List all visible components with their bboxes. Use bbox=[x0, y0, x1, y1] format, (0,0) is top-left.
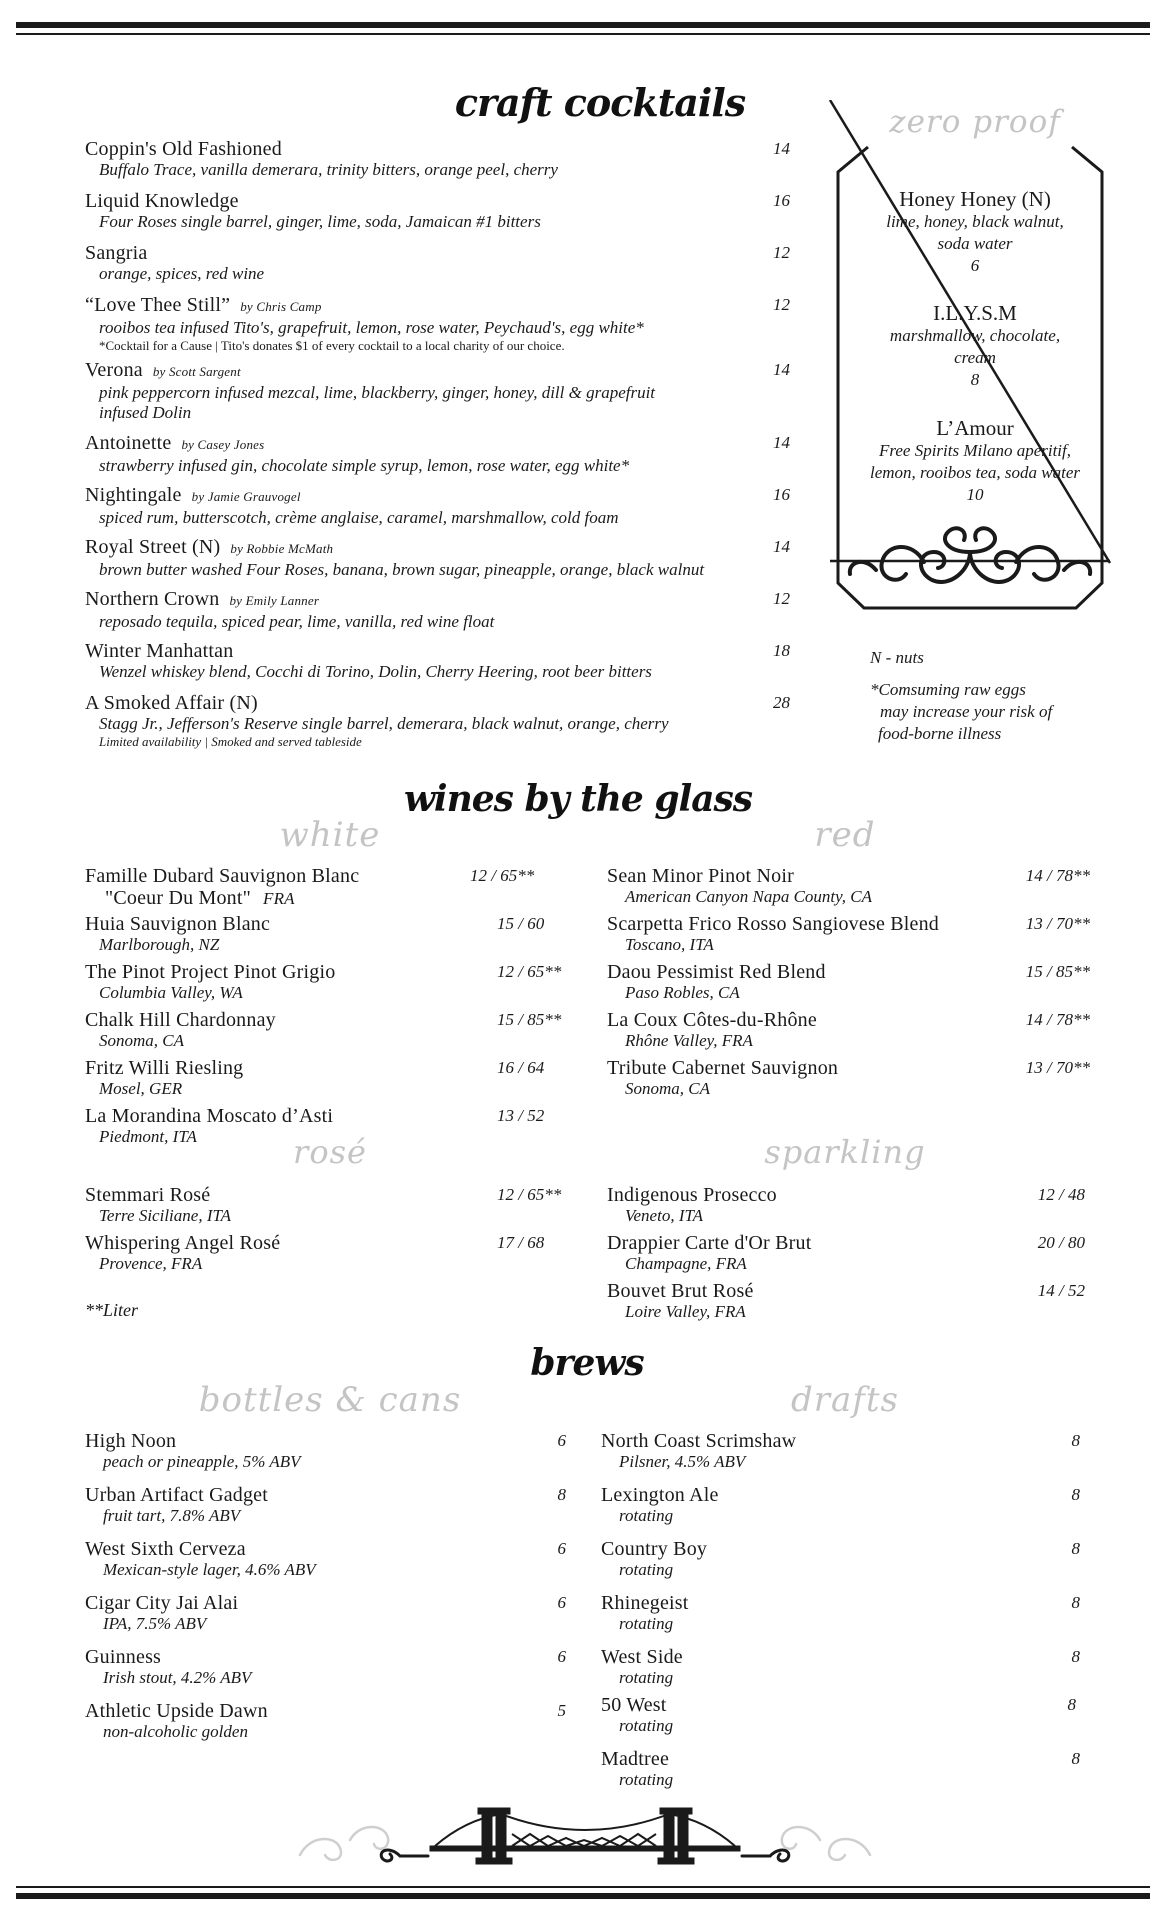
wines-heading: wines by the glass bbox=[403, 778, 753, 820]
cocktail-name: Verona bbox=[85, 359, 143, 381]
cocktail-price: 14 bbox=[773, 139, 790, 158]
wine-item bbox=[85, 1184, 231, 1226]
beer-item bbox=[85, 1484, 268, 1526]
wine-origin: Loire Valley, FRA bbox=[625, 1302, 746, 1321]
wine-item bbox=[85, 1009, 276, 1051]
cocktail-desc: brown butter washed Four Roses, banana, brown sugar, pineapple, orange, black walnut bbox=[99, 560, 705, 579]
cocktail-price: 14 bbox=[773, 360, 790, 379]
cocktail-price: 12 bbox=[773, 589, 790, 608]
cocktail-item bbox=[85, 138, 558, 180]
wine-price: 12 / 65** bbox=[497, 962, 562, 981]
beer-name: North Coast Scrimshaw bbox=[601, 1430, 797, 1452]
wine-origin: Veneto, ITA bbox=[625, 1206, 704, 1225]
wine-item bbox=[607, 961, 826, 1003]
wine-origin: Paso Robles, CA bbox=[625, 983, 740, 1002]
wine-origin: Marlborough, NZ bbox=[99, 935, 220, 954]
cocktail-creator: by Chris Camp bbox=[240, 299, 322, 314]
cocktail-desc: pink peppercorn infused mezcal, lime, blackberry, ginger, honey, dill & grapefruit bbox=[99, 383, 656, 402]
cocktail-name: Coppin's Old Fashioned bbox=[85, 138, 282, 160]
wine-item bbox=[607, 1009, 817, 1051]
wine-item bbox=[85, 1057, 243, 1099]
bottom-rule-thick bbox=[16, 1893, 1150, 1899]
beer-name: Athletic Upside Dawn bbox=[85, 1700, 268, 1722]
beer-price: 6 bbox=[557, 1539, 566, 1558]
wine-name: Scarpetta Frico Rosso Sangiovese Blend bbox=[607, 913, 939, 935]
wine-price: 15 / 60 bbox=[497, 914, 545, 933]
cocktail-desc: spiced rum, butterscotch, crème anglaise, caramel, marshmallow, cold foam bbox=[99, 508, 619, 527]
cocktail-item bbox=[85, 359, 655, 423]
zero-proof-desc: Free Spirits Milano aperitif, bbox=[878, 441, 1072, 460]
beer-desc: rotating bbox=[619, 1614, 674, 1633]
wine-item bbox=[607, 1280, 754, 1322]
zero-proof-price: 10 bbox=[966, 485, 984, 504]
cocktail-price: 16 bbox=[773, 485, 790, 504]
cocktail-desc-cont: infused Dolin bbox=[99, 403, 192, 422]
cocktail-name: Winter Manhattan bbox=[85, 640, 234, 662]
wine-origin: Champagne, FRA bbox=[625, 1254, 747, 1273]
beer-name: West Side bbox=[601, 1646, 683, 1668]
beer-price: 8 bbox=[1071, 1431, 1080, 1450]
cocktail-creator: by Casey Jones bbox=[181, 437, 265, 452]
cocktail-creator: by Robbie McMath bbox=[230, 541, 334, 556]
cocktail-price: 14 bbox=[773, 433, 790, 452]
beer-price: 8 bbox=[557, 1485, 566, 1504]
cocktail-item bbox=[85, 294, 644, 353]
cocktail-name: Royal Street (N) bbox=[85, 536, 221, 558]
cocktail-desc: reposado tequila, spiced pear, lime, vanilla, red wine float bbox=[99, 612, 495, 631]
beer-item bbox=[85, 1430, 301, 1472]
cocktail-item bbox=[85, 432, 629, 476]
wine-origin: Terre Siciliane, ITA bbox=[99, 1206, 232, 1225]
beer-price: 8 bbox=[1071, 1749, 1080, 1768]
beer-desc: rotating bbox=[619, 1560, 674, 1579]
zero-proof-item bbox=[838, 416, 1112, 506]
red-heading: red bbox=[814, 815, 876, 855]
zero-proof-name: Honey Honey (N) bbox=[899, 187, 1051, 211]
zero-proof-desc-cont: cream bbox=[954, 348, 996, 367]
beer-desc: rotating bbox=[619, 1770, 674, 1789]
wine-origin: Columbia Valley, WA bbox=[99, 983, 243, 1002]
cocktail-desc: Wenzel whiskey blend, Cocchi di Torino, Dolin, Cherry Heering, root beer bitters bbox=[99, 662, 652, 681]
beer-name: High Noon bbox=[85, 1430, 177, 1452]
wine-price: 14 / 78** bbox=[1025, 866, 1090, 885]
zero-proof-price: 6 bbox=[970, 256, 980, 275]
legend-eggs-cont: may increase your risk of bbox=[880, 702, 1053, 721]
beer-name: Cigar City Jai Alai bbox=[85, 1592, 239, 1614]
zero-proof-item bbox=[838, 301, 1112, 391]
cocktail-name: “Love Thee Still” bbox=[85, 294, 231, 316]
wine-origin: FRA bbox=[263, 889, 295, 908]
beer-item bbox=[85, 1592, 238, 1634]
beer-name: Guinness bbox=[85, 1646, 162, 1668]
bottom-rule-thin bbox=[16, 1886, 1150, 1888]
wine-item bbox=[85, 961, 335, 1003]
cocktail-price: 12 bbox=[773, 295, 790, 314]
cocktails-heading: craft cocktails bbox=[454, 80, 746, 125]
beer-price: 8 bbox=[1067, 1695, 1076, 1714]
cocktail-item bbox=[85, 536, 704, 580]
wine-name: Huia Sauvignon Blanc bbox=[85, 913, 271, 935]
beer-desc: rotating bbox=[619, 1506, 674, 1525]
beer-item bbox=[601, 1646, 683, 1688]
beer-name: West Sixth Cerveza bbox=[85, 1538, 246, 1560]
wine-price: 13 / 70** bbox=[1025, 914, 1090, 933]
wine-name: Fritz Willi Riesling bbox=[85, 1057, 244, 1079]
cocktail-name: A Smoked Affair (N) bbox=[85, 692, 258, 714]
cocktail-creator: by Scott Sargent bbox=[152, 364, 241, 379]
wine-name: Tribute Cabernet Sauvignon bbox=[607, 1057, 839, 1079]
beer-item bbox=[601, 1592, 689, 1634]
wine-price: 14 / 78** bbox=[1025, 1010, 1090, 1029]
cocktail-item bbox=[85, 190, 541, 232]
sparkling-heading: sparkling bbox=[764, 1133, 926, 1171]
liter-note: **Liter bbox=[85, 1300, 139, 1320]
cocktail-price: 28 bbox=[773, 693, 790, 712]
cocktail-creator: by Emily Lanner bbox=[229, 593, 320, 608]
wine-item bbox=[607, 865, 872, 907]
wine-origin: Piedmont, ITA bbox=[99, 1127, 197, 1146]
wine-item bbox=[607, 1057, 838, 1099]
wine-name: Whispering Angel Rosé bbox=[85, 1232, 281, 1254]
brews-heading: brews bbox=[530, 1342, 644, 1384]
beer-item bbox=[85, 1700, 268, 1742]
wine-price: 12 / 48 bbox=[1037, 1185, 1085, 1204]
cocktail-item bbox=[85, 588, 494, 632]
cocktail-desc: Four Roses single barrel, ginger, lime, soda, Jamaican #1 bitters bbox=[99, 212, 541, 231]
top-rule-thin bbox=[16, 33, 1150, 35]
wine-item bbox=[85, 1232, 280, 1274]
wine-name: Drappier Carte d'Or Brut bbox=[607, 1232, 812, 1254]
beer-name: Urban Artifact Gadget bbox=[85, 1484, 269, 1506]
zero-proof-price: 8 bbox=[970, 370, 980, 389]
cocktail-name: Liquid Knowledge bbox=[85, 190, 239, 212]
zero-proof-desc-cont: lemon, rooibos tea, soda water bbox=[870, 463, 1080, 482]
cocktail-note: Limited availability | Smoked and served tableside bbox=[99, 734, 362, 749]
cocktail-desc: rooibos tea infused Tito's, grapefruit, lemon, rose water, Peychaud's, egg white* bbox=[99, 318, 644, 337]
wine-name: The Pinot Project Pinot Grigio bbox=[85, 961, 336, 983]
beer-item bbox=[85, 1646, 251, 1688]
white-heading: white bbox=[279, 815, 381, 855]
wine-origin: Provence, FRA bbox=[99, 1254, 203, 1273]
legend bbox=[870, 647, 1052, 745]
wine-name: Chalk Hill Chardonnay bbox=[85, 1009, 276, 1031]
wine-name: La Morandina Moscato d’Asti bbox=[85, 1105, 334, 1127]
beer-item bbox=[601, 1538, 707, 1580]
cocktail-name: Antoinette bbox=[85, 432, 172, 454]
wine-item bbox=[607, 1232, 811, 1274]
wine-origin: Rhône Valley, FRA bbox=[625, 1031, 753, 1050]
beer-price: 5 bbox=[557, 1701, 566, 1720]
beer-price: 6 bbox=[557, 1431, 566, 1450]
beer-desc: Irish stout, 4.2% ABV bbox=[103, 1668, 252, 1687]
zero-proof-item bbox=[838, 187, 1112, 277]
zero-proof-desc-cont: soda water bbox=[937, 234, 1013, 253]
wine-price: 14 / 52 bbox=[1037, 1281, 1085, 1300]
wine-name: Bouvet Brut Rosé bbox=[607, 1280, 754, 1302]
cocktail-creator: by Jamie Grauvogel bbox=[191, 489, 301, 504]
cocktail-item bbox=[85, 484, 619, 528]
legend-eggs: *Comsuming raw eggs bbox=[870, 680, 1026, 699]
cocktail-price: 18 bbox=[773, 641, 790, 660]
wine-origin: Sonoma, CA bbox=[625, 1079, 710, 1098]
cocktail-desc: Buffalo Trace, vanilla demerara, trinity bitters, orange peel, cherry bbox=[99, 160, 558, 179]
beer-desc: Pilsner, 4.5% ABV bbox=[619, 1452, 746, 1471]
zero-proof-desc: lime, honey, black walnut, bbox=[886, 212, 1064, 231]
beer-item bbox=[601, 1430, 796, 1472]
beer-item bbox=[85, 1538, 316, 1580]
zero-proof-desc: marshmallow, chocolate, bbox=[889, 326, 1061, 345]
wine-name: Famille Dubard Sauvignon Blanc bbox=[85, 865, 360, 887]
wine-price: 16 / 64 bbox=[497, 1058, 545, 1077]
wine-item bbox=[607, 1184, 777, 1226]
beer-name: Country Boy bbox=[601, 1538, 708, 1560]
cocktail-note: *Cocktail for a Cause | Tito's donates $1 of every cocktail to a local charity of our choice. bbox=[99, 338, 565, 353]
beer-name: Rhinegeist bbox=[601, 1592, 689, 1614]
beer-name: 50 West bbox=[601, 1694, 667, 1716]
wine-item bbox=[607, 913, 939, 955]
cocktail-name: Sangria bbox=[85, 242, 148, 264]
wine-name: Stemmari Rosé bbox=[85, 1184, 211, 1206]
wine-price: 17 / 68 bbox=[497, 1233, 545, 1252]
beer-price: 8 bbox=[1071, 1485, 1080, 1504]
zero-proof-heading: zero proof bbox=[889, 104, 1061, 140]
zero-proof-name: I.L.Y.S.M bbox=[933, 301, 1017, 325]
wine-origin: American Canyon Napa County, CA bbox=[625, 887, 872, 906]
wine-origin: Mosel, GER bbox=[99, 1079, 183, 1098]
cocktail-item bbox=[85, 242, 264, 284]
cocktail-item bbox=[85, 692, 669, 749]
wine-price: 15 / 85** bbox=[497, 1010, 562, 1029]
wine-origin: Toscano, ITA bbox=[625, 935, 714, 954]
beer-price: 8 bbox=[1071, 1647, 1080, 1666]
cocktail-name: Northern Crown bbox=[85, 588, 220, 610]
beer-price: 8 bbox=[1071, 1539, 1080, 1558]
drafts-heading: drafts bbox=[791, 1380, 899, 1420]
cocktail-item bbox=[85, 640, 652, 682]
beer-name: Lexington Ale bbox=[601, 1484, 719, 1506]
beer-desc: fruit tart, 7.8% ABV bbox=[103, 1506, 241, 1525]
beer-desc: peach or pineapple, 5% ABV bbox=[103, 1452, 301, 1471]
wine-name: Daou Pessimist Red Blend bbox=[607, 961, 826, 983]
cocktail-desc: orange, spices, red wine bbox=[99, 264, 265, 283]
beer-desc: rotating bbox=[619, 1668, 674, 1687]
beer-price: 6 bbox=[557, 1647, 566, 1666]
cocktail-price: 14 bbox=[773, 537, 790, 556]
cocktail-price: 16 bbox=[773, 191, 790, 210]
wine-price: 12 / 65** bbox=[470, 866, 535, 885]
beer-desc: rotating bbox=[619, 1716, 674, 1735]
beer-name: Madtree bbox=[601, 1748, 670, 1770]
cocktail-name: Nightingale bbox=[85, 484, 182, 506]
wine-origin: Sonoma, CA bbox=[99, 1031, 184, 1050]
beer-item bbox=[601, 1694, 673, 1736]
top-rule-thick bbox=[16, 22, 1150, 28]
bridge-ornament-icon bbox=[290, 1800, 880, 1870]
wine-price: 12 / 65** bbox=[497, 1185, 562, 1204]
cocktail-desc: Stagg Jr., Jefferson's Reserve single barrel, demerara, black walnut, orange, cherry bbox=[99, 714, 669, 733]
wine-name-cont: "Coeur Du Mont" bbox=[105, 887, 251, 909]
wine-price: 13 / 70** bbox=[1025, 1058, 1090, 1077]
wine-price: 20 / 80 bbox=[1037, 1233, 1085, 1252]
beer-price: 8 bbox=[1071, 1593, 1080, 1612]
cocktail-desc: strawberry infused gin, chocolate simple syrup, lemon, rose water, egg white* bbox=[99, 456, 630, 475]
legend-nuts: N - nuts bbox=[870, 648, 924, 667]
wine-price: 15 / 85** bbox=[1025, 962, 1090, 981]
beer-item bbox=[601, 1484, 719, 1526]
rose-heading: rosé bbox=[293, 1133, 367, 1171]
bottles-heading: bottles & cans bbox=[198, 1380, 462, 1420]
wine-name: Sean Minor Pinot Noir bbox=[607, 865, 794, 887]
legend-eggs-cont: food-borne illness bbox=[878, 724, 1002, 743]
beer-item bbox=[601, 1748, 673, 1790]
beer-price: 6 bbox=[557, 1593, 566, 1612]
wine-price: 13 / 52 bbox=[497, 1106, 545, 1125]
wine-name: Indigenous Prosecco bbox=[607, 1184, 777, 1206]
wine-item bbox=[85, 865, 359, 910]
zero-proof-name: L’Amour bbox=[936, 416, 1014, 440]
wine-name: La Coux Côtes-du-Rhône bbox=[607, 1009, 817, 1031]
cocktail-price: 12 bbox=[773, 243, 790, 262]
beer-desc: Mexican-style lager, 4.6% ABV bbox=[103, 1560, 316, 1579]
beer-desc: IPA, 7.5% ABV bbox=[103, 1614, 207, 1633]
wine-item bbox=[85, 913, 270, 955]
beer-desc: non-alcoholic golden bbox=[103, 1722, 248, 1741]
